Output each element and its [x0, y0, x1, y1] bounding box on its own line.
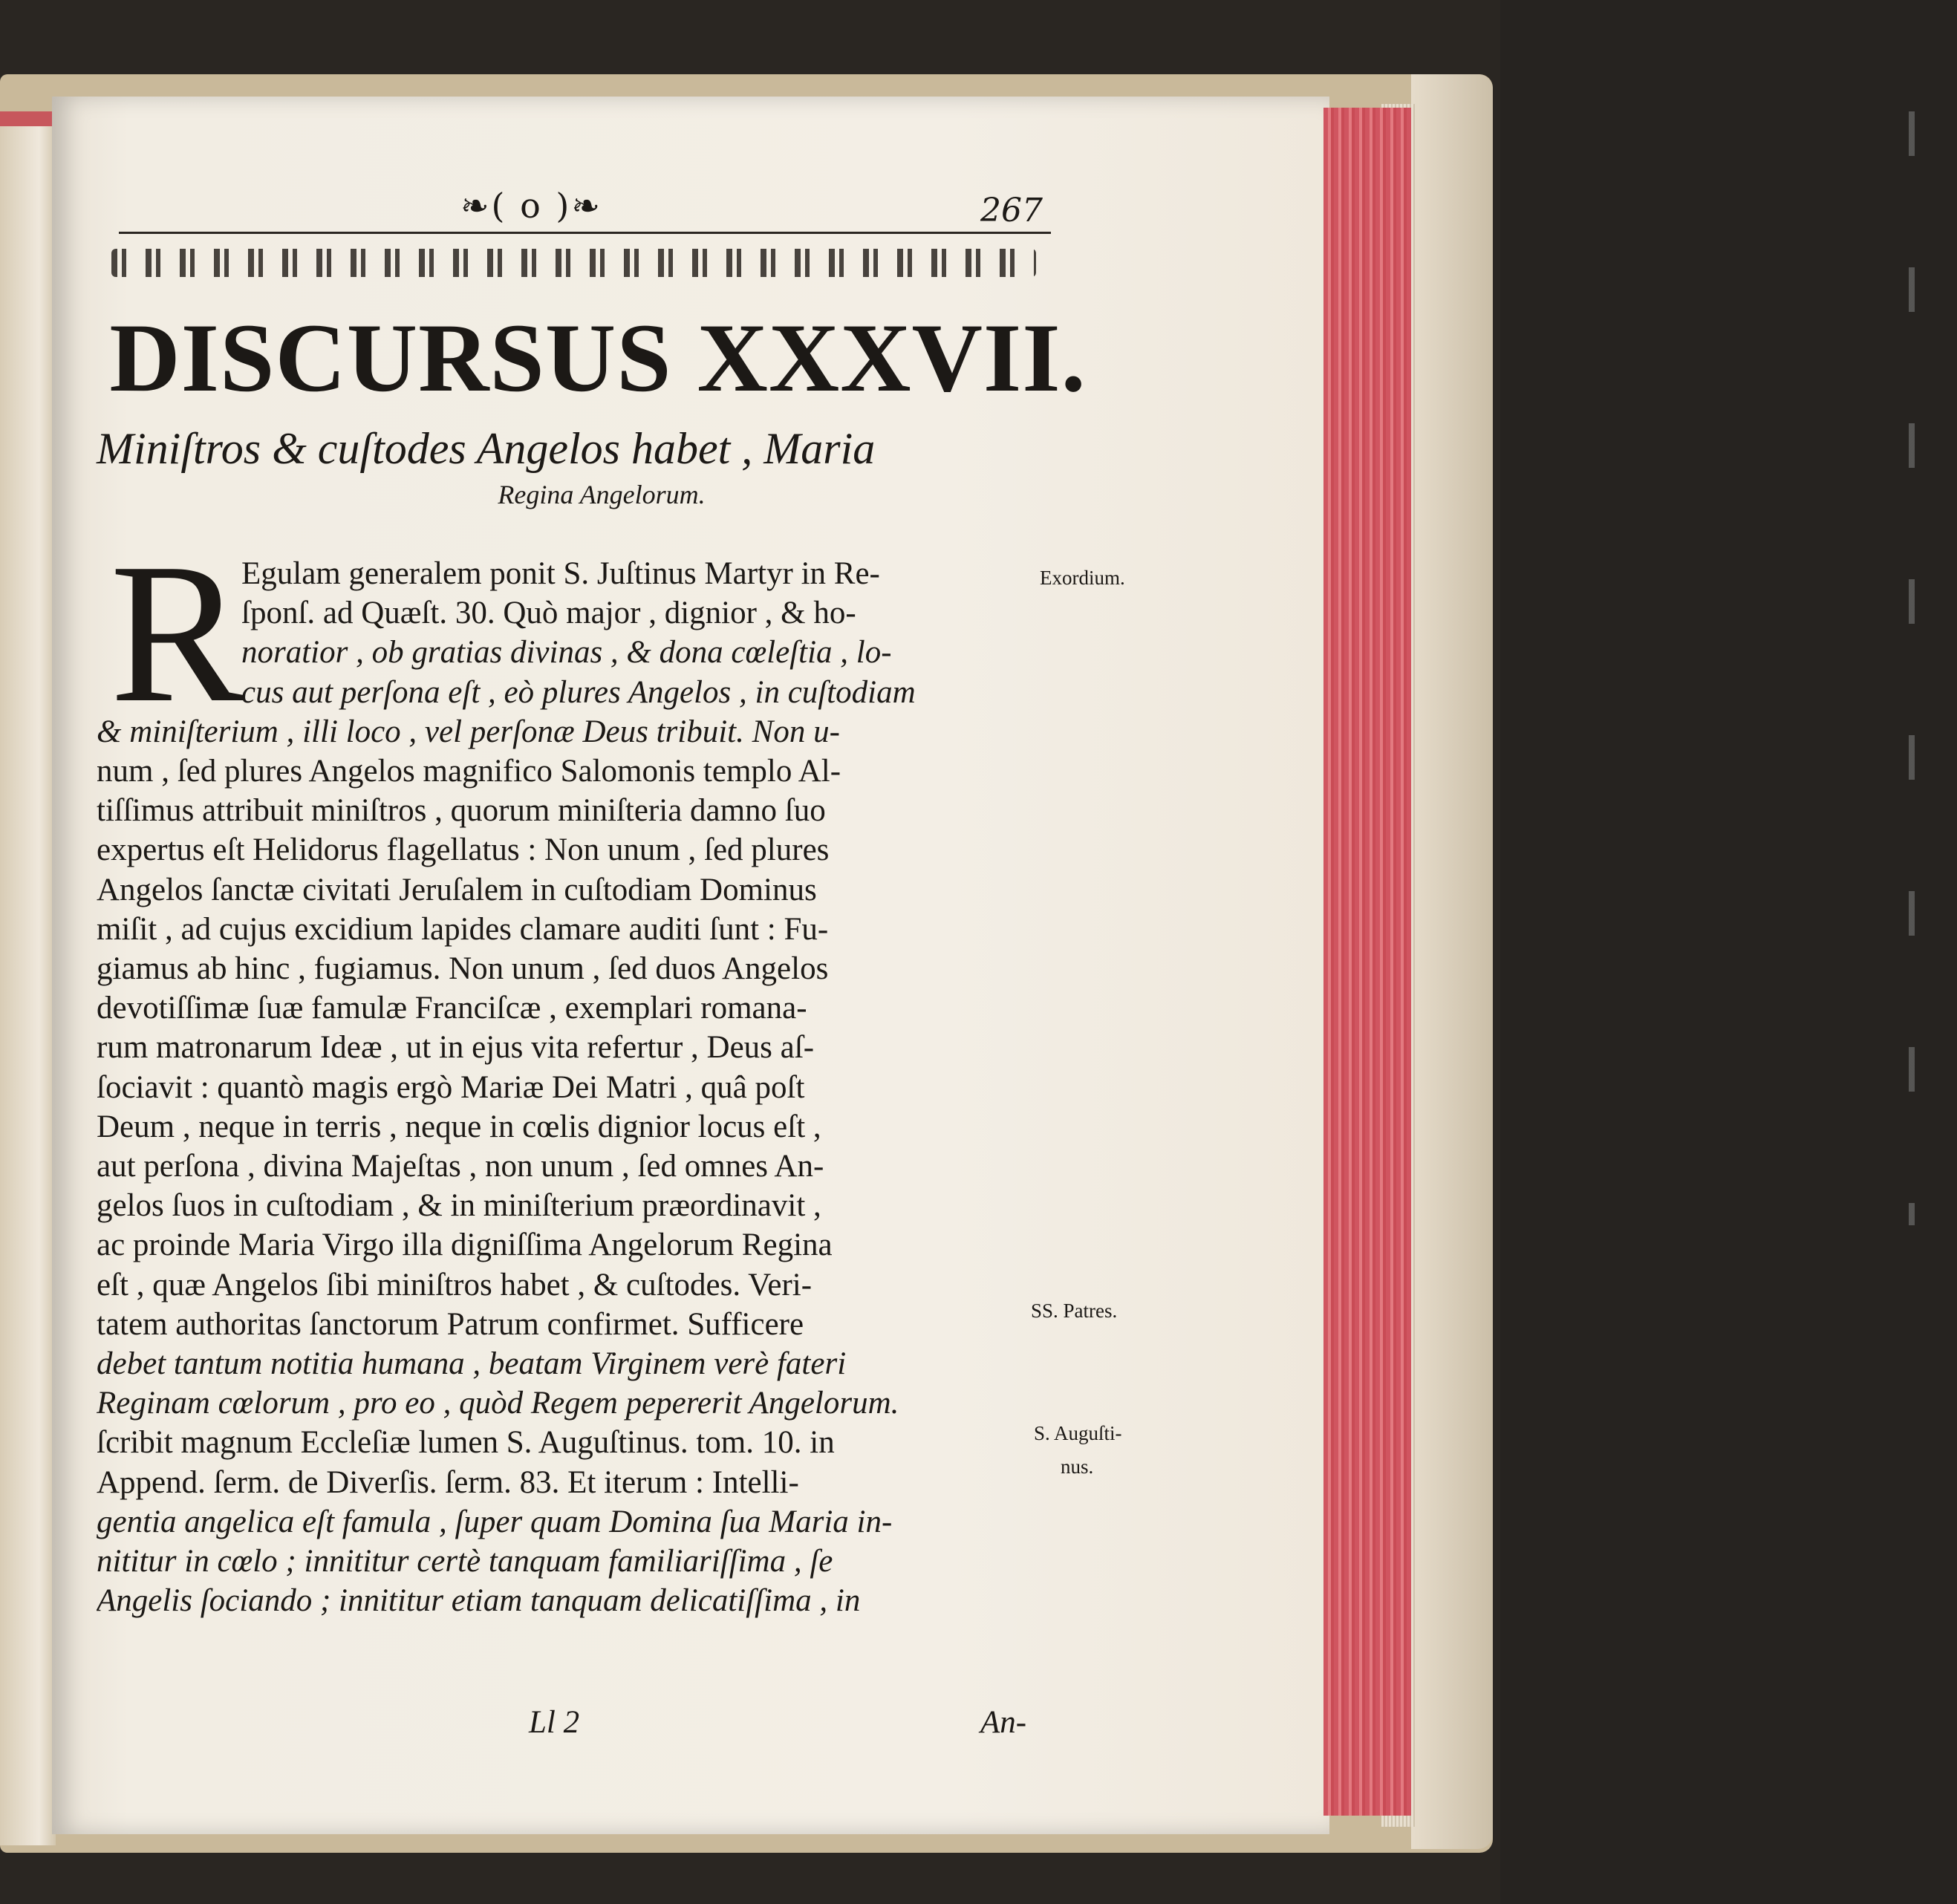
page-number: 267	[980, 192, 1043, 229]
text-line: ſcribit magnum Eccleſiæ lumen S. Auguſtinus. tom. 10. in	[97, 1425, 835, 1460]
margin-note-exordium: Exordium.	[1040, 567, 1125, 589]
text-line: Deum , neque in terris , neque in cœlis dignior locus eſt ,	[97, 1109, 821, 1144]
signature-mark: Ll 2	[529, 1705, 580, 1740]
text-line: expertus eſt Helidorus flagellatus : Non unum , ſed plures	[97, 832, 830, 867]
header-ornament: ❧( o )❧	[460, 186, 602, 226]
text-line: Angelos ſanctæ civitati Jeruſalem in cuſtodiam Dominus	[97, 873, 817, 907]
text-line: Angelis ſociando ; innititur etiam tanquam delicatiſſima , in	[97, 1583, 861, 1618]
text-line: rum matronarum Ideæ , ut in ejus vita refertur , Deus aſ-	[97, 1030, 815, 1065]
text-line: debet tantum notitia humana , beatam Virginem verè fateri	[97, 1346, 847, 1381]
text-line: cus aut perſona eſt , eò plures Angelos , in cuſtodiam	[241, 675, 916, 710]
text-line: devotiſſimæ ſuæ famulæ Franciſcæ , exemplari romana-	[97, 991, 807, 1026]
text-line: num , ſed plures Angelos magnifico Salomonis templo Al-	[97, 754, 841, 789]
text-line: noratior , ob gratias divinas , & dona cœleſtia , lo-	[241, 635, 892, 670]
text-line: gentia angelica eſt famula , ſuper quam Domina ſua Maria in-	[97, 1504, 893, 1539]
red-page-edges	[1323, 108, 1411, 1816]
text-line: tiſſimus attribuit miniſtros , quorum miniſteria damno ſuo	[97, 793, 826, 828]
header-rule	[119, 232, 1051, 234]
page-title: DISCURSUS XXXVII.	[109, 303, 1087, 412]
text-line: giamus ab hinc , fugiamus. Non unum , ſed duos Angelos	[97, 951, 829, 986]
margin-note-augustinus-2: nus.	[1061, 1455, 1094, 1478]
text-line: & miniſterium , illi loco , vel perſonæ Deus tribuit. Non u-	[97, 714, 840, 749]
background-right	[1500, 0, 1957, 1904]
text-line: tatem authoritas ſanctorum Patrum confirmet. Sufficere	[97, 1307, 804, 1342]
cover-edge	[1411, 74, 1493, 1849]
text-line: ſociavit : quantò magis ergò Mariæ Dei Matri , quâ poſt	[97, 1070, 805, 1105]
catchword: An-	[980, 1705, 1027, 1740]
margin-note-patres: SS. Patres.	[1031, 1300, 1118, 1322]
text-line: gelos ſuos in cuſtodiam , & in miniſterium præordinavit ,	[97, 1188, 821, 1223]
text-line: Append. ſerm. de Diverſis. ſerm. 83. Et iterum : Intelli-	[97, 1465, 799, 1500]
text-line: ac proinde Maria Virgo illa digniſſima Angelorum Regina	[97, 1228, 833, 1262]
edge-marks	[1909, 111, 1915, 1225]
left-red-edge	[0, 111, 56, 126]
text-line: aut perſona , divina Majeſtas , non unum , ſed omnes An-	[97, 1149, 824, 1184]
text-line: miſit , ad cujus excidium lapides clamare auditi ſunt : Fu-	[97, 912, 829, 947]
ornament-band	[111, 249, 1036, 277]
text-line: eſt , quæ Angelos ſibi miniſtros habet , & cuſtodes. Veri-	[97, 1268, 813, 1303]
subtitle: Miniſtros & cuſtodes Angelos habet , Maria	[97, 424, 876, 473]
subtitle-line-2: Regina Angelorum.	[498, 480, 706, 509]
text-line: nititur in cœlo ; innititur certè tanquam familiariſſima , ſe	[97, 1544, 833, 1579]
text-line: Reginam cœlorum , pro eo , quòd Regem pepererit Angelorum.	[97, 1386, 899, 1421]
text-line: Egulam generalem ponit S. Juſtinus Martyr in Re-	[241, 556, 880, 591]
text-line: ſponſ. ad Quæſt. 30. Quò major , dignior , & ho-	[241, 596, 856, 630]
margin-note-augustinus-1: S. Auguſti-	[1034, 1422, 1122, 1444]
drop-cap: R	[110, 522, 244, 744]
